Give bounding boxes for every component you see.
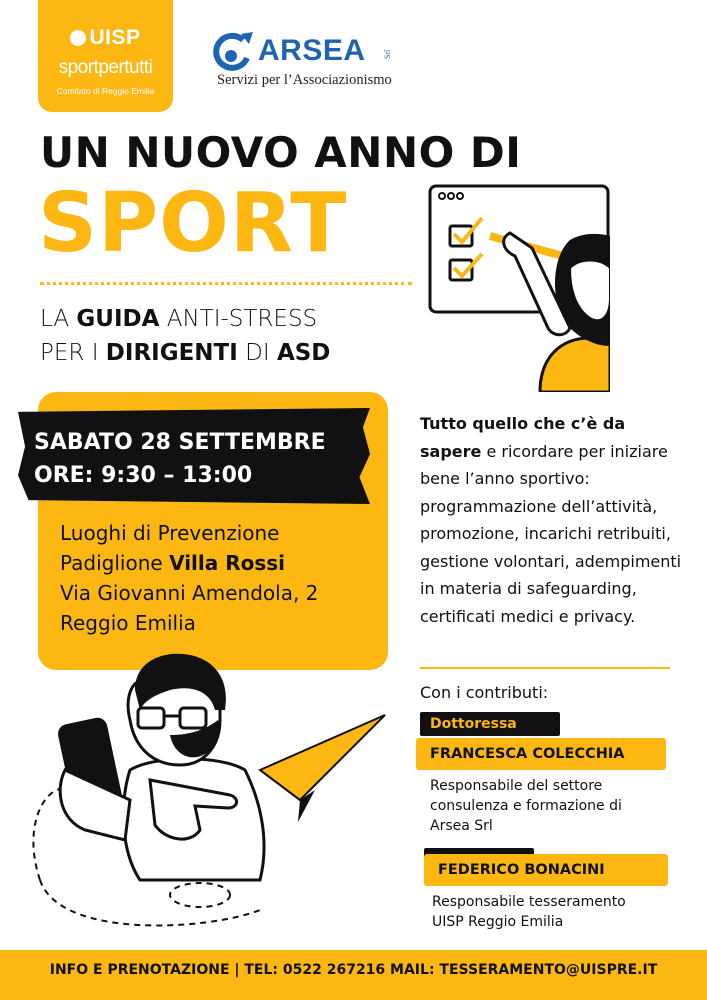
- paper-plane-icon: [260, 715, 385, 800]
- contributor-role-1: Responsabile del settore consulenza e formazione di Arsea Srl: [430, 778, 622, 834]
- arsea-name: ARSEA: [258, 34, 366, 67]
- contributor-name-2: FEDERICO BONACINI: [424, 854, 668, 886]
- event-time: ORE: 9:30 – 13:00: [34, 463, 253, 488]
- uisp-tagline: sportpertutti: [58, 57, 153, 78]
- arsea-mark-icon: [213, 32, 259, 72]
- arsea-tagline: Servizi per l’Associazionismo: [217, 72, 392, 88]
- date-time-block: [34, 426, 326, 492]
- venue-line4: Reggio Emilia: [60, 611, 196, 635]
- subtitle-line2: PER I DIRIGENTI DI ASD: [40, 340, 331, 366]
- contributors-label: Con i contributi:: [420, 683, 549, 702]
- venue-line3: Via Giovanni Amendola, 2: [60, 581, 319, 605]
- man-phone-illustration: [30, 640, 390, 945]
- description-bold: Tutto quello che c’è da sapere: [420, 414, 626, 461]
- uisp-logo: [38, 0, 173, 112]
- subtitle-line1: LA GUIDA ANTI-STRESS: [40, 306, 318, 332]
- dotted-divider: [40, 282, 412, 285]
- arsea-logo: [213, 22, 413, 92]
- description-divider: [420, 667, 670, 669]
- uisp-committee: Comitato di Reggio Emilia: [56, 86, 155, 96]
- checklist-woman-illustration: [420, 178, 610, 392]
- event-date: SABATO 28 SETTEMBRE: [34, 430, 326, 455]
- venue-line2: Padiglione Villa Rossi: [60, 551, 286, 575]
- arsea-srl: Srl: [383, 49, 393, 60]
- contributor-name-1: FRANCESCA COLECCHIA: [416, 738, 666, 770]
- subtitle: [40, 302, 330, 370]
- contributor-title: Dottoressa: [420, 712, 560, 736]
- description: [420, 410, 690, 630]
- footer-info: INFO E PRENOTAZIONE | TEL: 0522 267216 MAIL: TESSERAMENTO@UISPRE.IT: [0, 950, 707, 1000]
- venue-line1: Luoghi di Prevenzione: [60, 521, 280, 545]
- uisp-brand: UISP: [89, 26, 141, 49]
- headline-sport: SPORT: [38, 176, 348, 271]
- venue-block: [60, 518, 318, 638]
- contributor-role-2: Responsabile tesseramento UISP Reggio Emilia: [432, 894, 626, 930]
- headline-line1: UN NUOVO ANNO DI: [40, 128, 522, 177]
- ball-icon: [70, 30, 86, 46]
- description-text: e ricordare per iniziare bene l’anno sportivo: programmazione dell’attività, promozione, incarichi retribuiti, gestione volontari, adempimenti in materia di safeguarding, certificati medici e privacy.: [420, 441, 682, 626]
